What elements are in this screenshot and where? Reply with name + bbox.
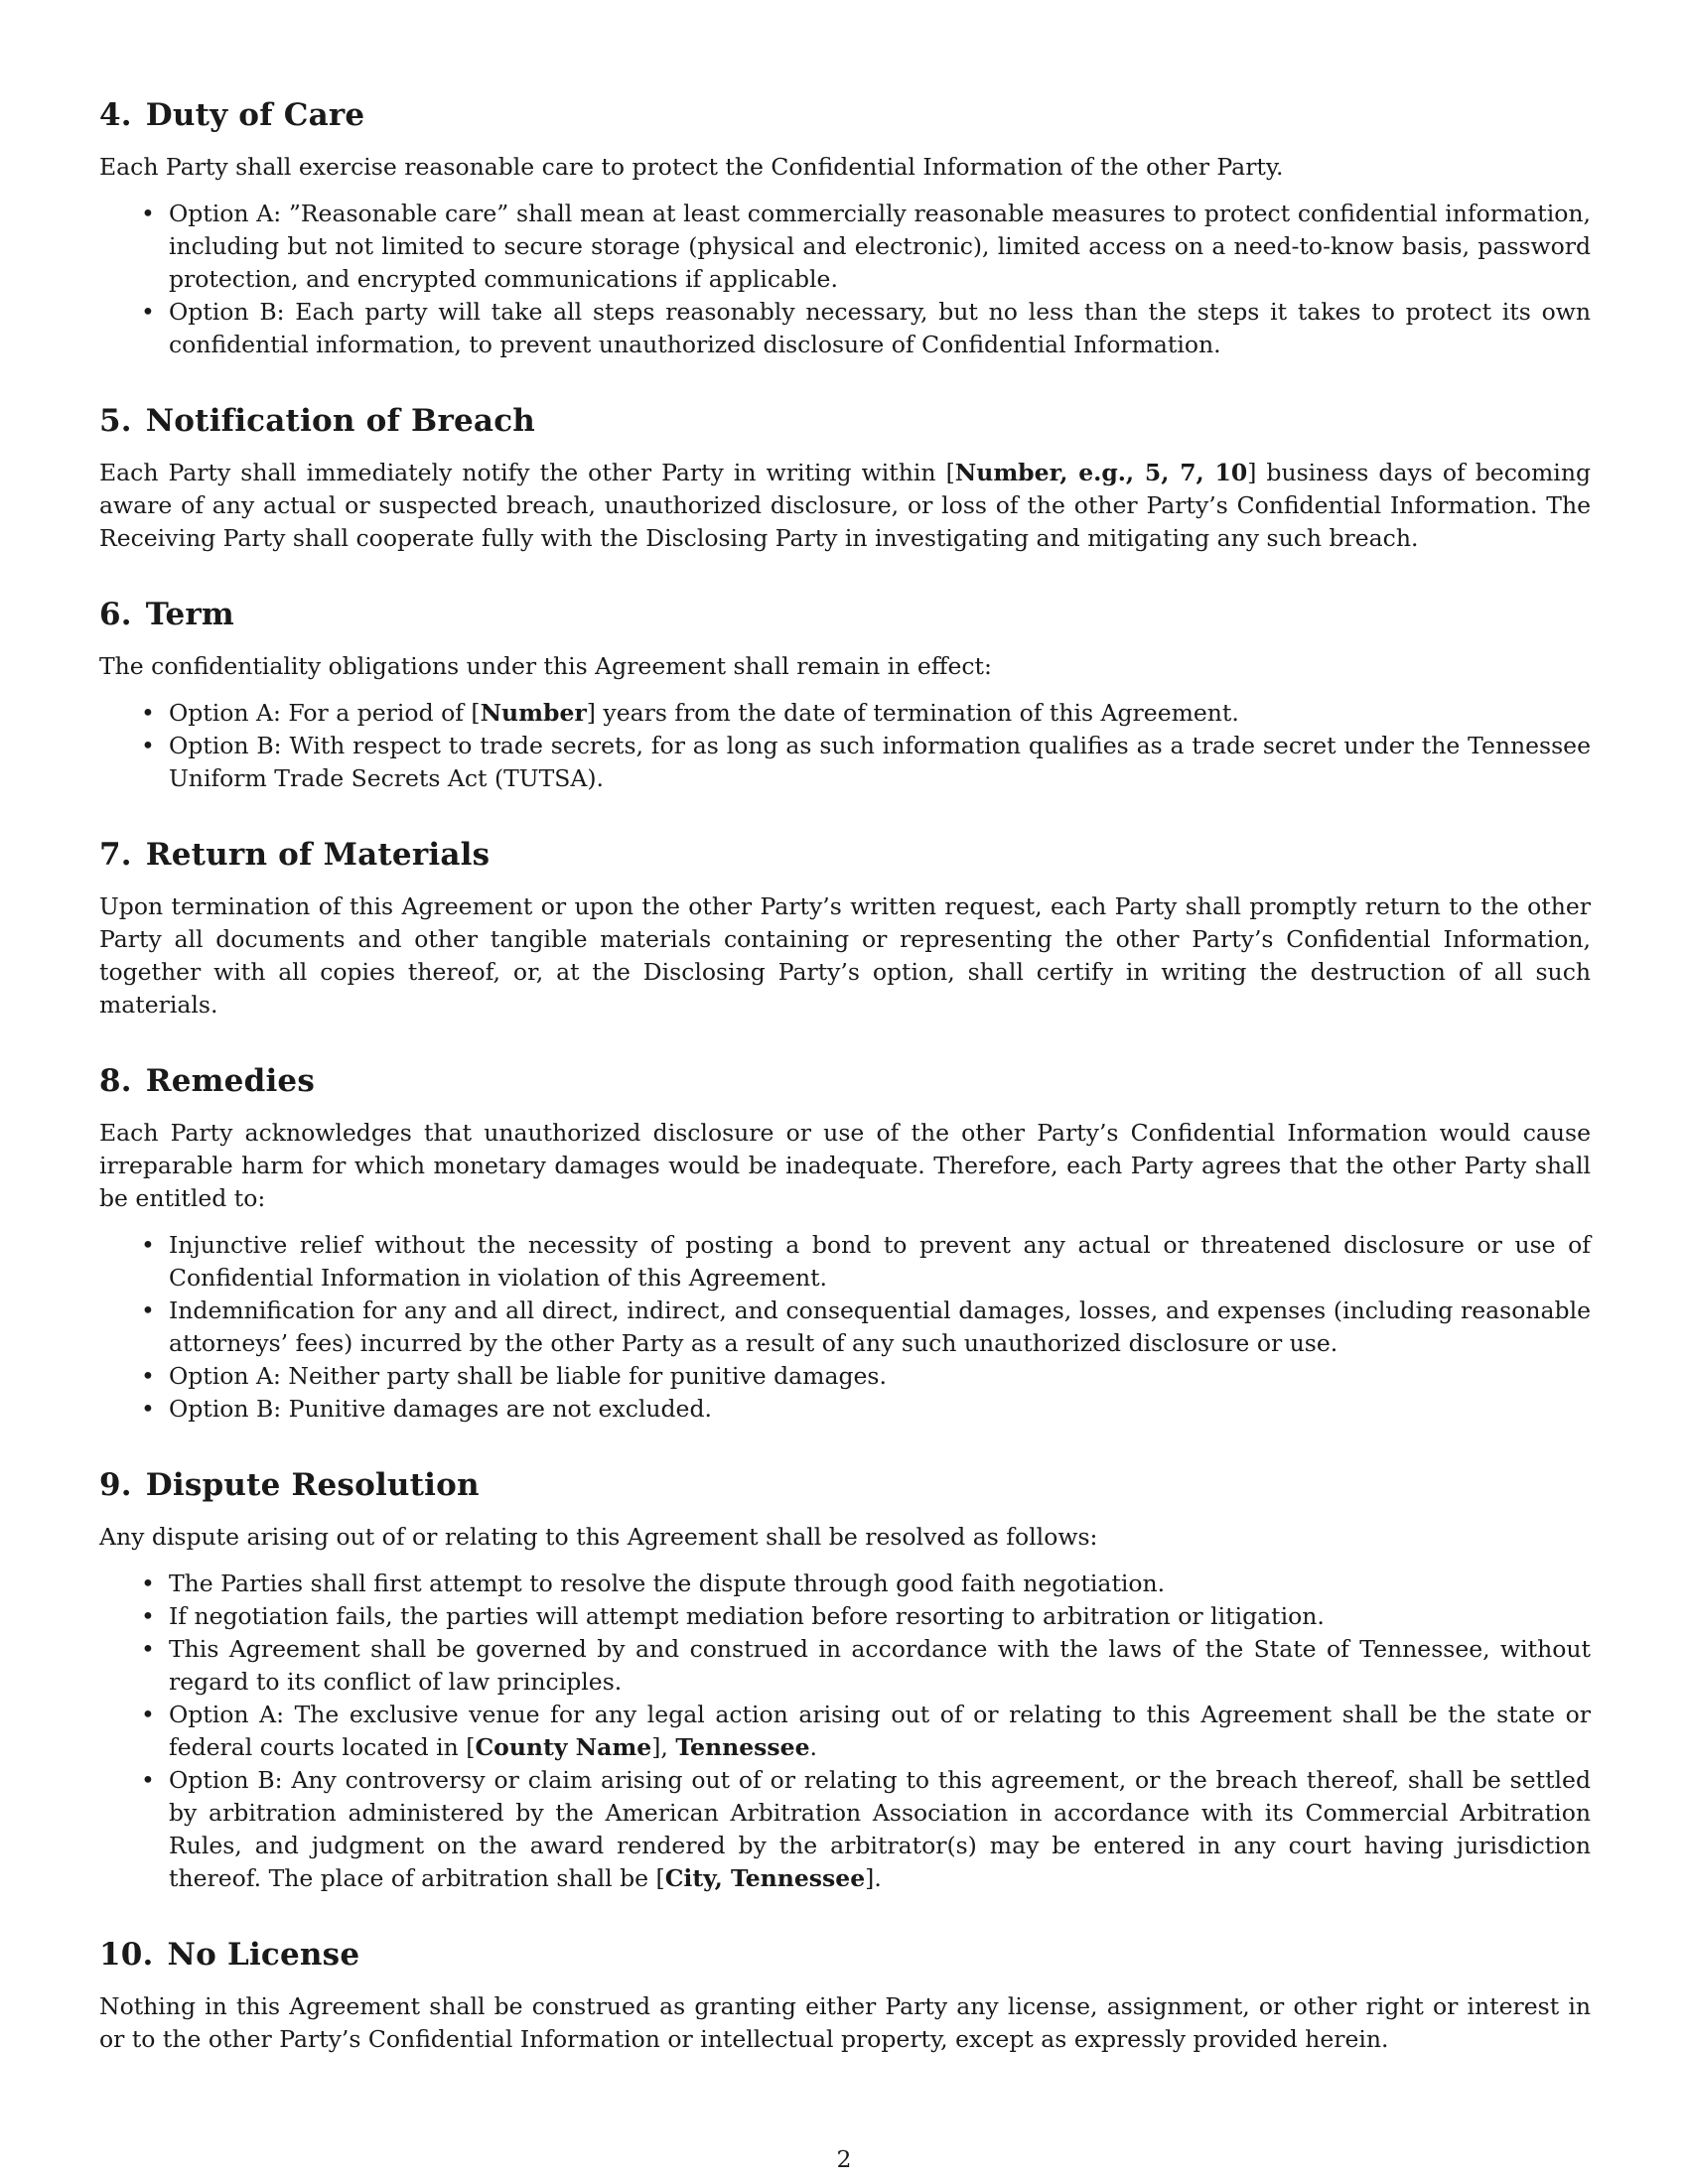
- section-heading: [99, 1935, 1591, 1975]
- section-number: 10.: [99, 1937, 154, 1973]
- section-heading: [99, 401, 1591, 441]
- list-item: • Injunctive relief without the necessity of posting a bond to prevent any actual or threatened disclosure or use of Confidential Information in violation of this Agreement.: [169, 1229, 1591, 1295]
- list-item: • Option A: ”Reasonable care” shall mean at least commercially reasonable measures to protect confidential information, including but not limited to secure storage (physical and electronic), limited access on a need-to-know basis, password protection, and encrypted communications if applicable.: [169, 198, 1591, 296]
- list-item: • This Agreement shall be governed by and construed in accordance with the laws of the State of Tennessee, without regard to its conflict of law principles.: [169, 1633, 1591, 1699]
- list-item: • Option B: Each party will take all steps reasonably necessary, but no less than the steps it takes to protect its own confidential information, to prevent unauthorized disclosure of Confidential Information.: [169, 296, 1591, 361]
- placeholder-city: City, Tennessee: [664, 1864, 866, 1892]
- section-body: Upon termination of this Agreement or upon the other Party’s written request, each Party shall promptly return to the other Party all documents and other tangible materials containing or representing the other Party’s Confidential Information, together with all copies thereof, or, at the Disclosing Party’s option, shall certify in writing the destruction of all such materials.: [99, 892, 1591, 1019]
- section-intro: Any dispute arising out of or relating to this Agreement shall be resolved as follows:: [99, 1523, 1098, 1551]
- section-title: Return of Materials: [145, 837, 491, 873]
- placeholder-number: Number, e.g., 5, 7, 10: [954, 459, 1248, 486]
- section-duty-of-care: [99, 95, 1591, 361]
- section-title: Remedies: [145, 1063, 316, 1099]
- section-heading: [99, 1465, 1591, 1505]
- list-item: • Indemnification for any and all direct, indirect, and consequential damages, losses, and expenses (including reasonable attorneys’ fees) incurred by the other Party as a result of any such unauthorized disclosure or use.: [169, 1295, 1591, 1360]
- document-page: [99, 95, 1591, 2096]
- section-title: No License: [167, 1937, 360, 1973]
- list-item: • Option A: Neither party shall be liable for punitive damages.: [169, 1360, 1591, 1393]
- section-number: 4.: [99, 97, 132, 133]
- section-remedies: [99, 1061, 1591, 1426]
- remedies-list: [99, 1229, 1591, 1426]
- section-term: [99, 595, 1591, 795]
- section-number: 7.: [99, 837, 132, 873]
- placeholder-number: Number: [480, 699, 587, 727]
- section-heading: [99, 95, 1591, 135]
- page-number: 2: [836, 2145, 852, 2173]
- section-body: Each Party shall immediately notify the other Party in writing within [Number, e.g., 5, 7, 10] business days of becoming aware of any actual or suspected breach, unauthorized disclosure, or loss of the other Party’s Confidential Information. The Receiving Party shall cooperate fully with the Disclosing Party in investigating and mitigating any such breach.: [99, 459, 1591, 552]
- option-list: [99, 697, 1591, 795]
- dispute-list: [99, 1568, 1591, 1895]
- list-item: • Option B: Punitive damages are not excluded.: [169, 1393, 1591, 1426]
- section-heading: [99, 835, 1591, 875]
- list-item: • Option B: With respect to trade secrets, for as long as such information qualifies as a trade secret under the Tennessee Uniform Trade Secrets Act (TUTSA).: [169, 730, 1591, 795]
- section-number: 5.: [99, 403, 132, 439]
- option-list: [99, 198, 1591, 361]
- section-number: 8.: [99, 1063, 132, 1099]
- list-item: • Option B: Any controversy or claim arising out of or relating to this agreement, or the breach thereof, shall be settled by arbitration administered by the American Arbitration Association in accordance with its Commercial Arbitration Rules, and judgment on the award rendered by the arbitrator(s) may be entered in any court having jurisdiction thereof. The place of arbitration shall be [City, Tennessee].: [169, 1764, 1591, 1895]
- section-intro: The confidentiality obligations under this Agreement shall remain in effect:: [99, 652, 992, 680]
- section-return-of-materials: [99, 835, 1591, 1022]
- list-item: • Option A: For a period of [Number] years from the date of termination of this Agreement.: [169, 697, 1591, 730]
- placeholder-state: Tennessee: [675, 1733, 810, 1761]
- list-item: • Option A: The exclusive venue for any legal action arising out of or relating to this Agreement shall be the state or federal courts located in [County Name], Tennessee.: [169, 1699, 1591, 1764]
- section-heading: [99, 1061, 1591, 1101]
- section-title: Duty of Care: [145, 97, 365, 133]
- section-dispute-resolution: [99, 1465, 1591, 1895]
- section-notification-of-breach: [99, 401, 1591, 555]
- list-item: • If negotiation fails, the parties will attempt mediation before resorting to arbitration or litigation.: [169, 1600, 1591, 1633]
- section-intro: Each Party acknowledges that unauthorized disclosure or use of the other Party’s Confidential Information would cause irreparable harm for which monetary damages would be inadequate. Therefore, each Party agrees that the other Party shall be entitled to:: [99, 1119, 1591, 1212]
- list-item: • The Parties shall first attempt to resolve the dispute through good faith negotiation.: [169, 1568, 1591, 1600]
- section-intro: Each Party shall exercise reasonable care to protect the Confidential Information of the other Party.: [99, 153, 1284, 181]
- section-body: Nothing in this Agreement shall be construed as granting either Party any license, assignment, or other right or interest in or to the other Party’s Confidential Information or intellectual property, except as expressly provided herein.: [99, 1992, 1591, 2053]
- section-title: Dispute Resolution: [145, 1467, 480, 1503]
- placeholder-county: County Name: [475, 1733, 652, 1761]
- section-heading: [99, 595, 1591, 634]
- section-no-license: [99, 1935, 1591, 2056]
- section-number: 6.: [99, 597, 132, 632]
- section-number: 9.: [99, 1467, 132, 1503]
- section-title: Notification of Breach: [145, 403, 536, 439]
- section-title: Term: [145, 597, 234, 632]
